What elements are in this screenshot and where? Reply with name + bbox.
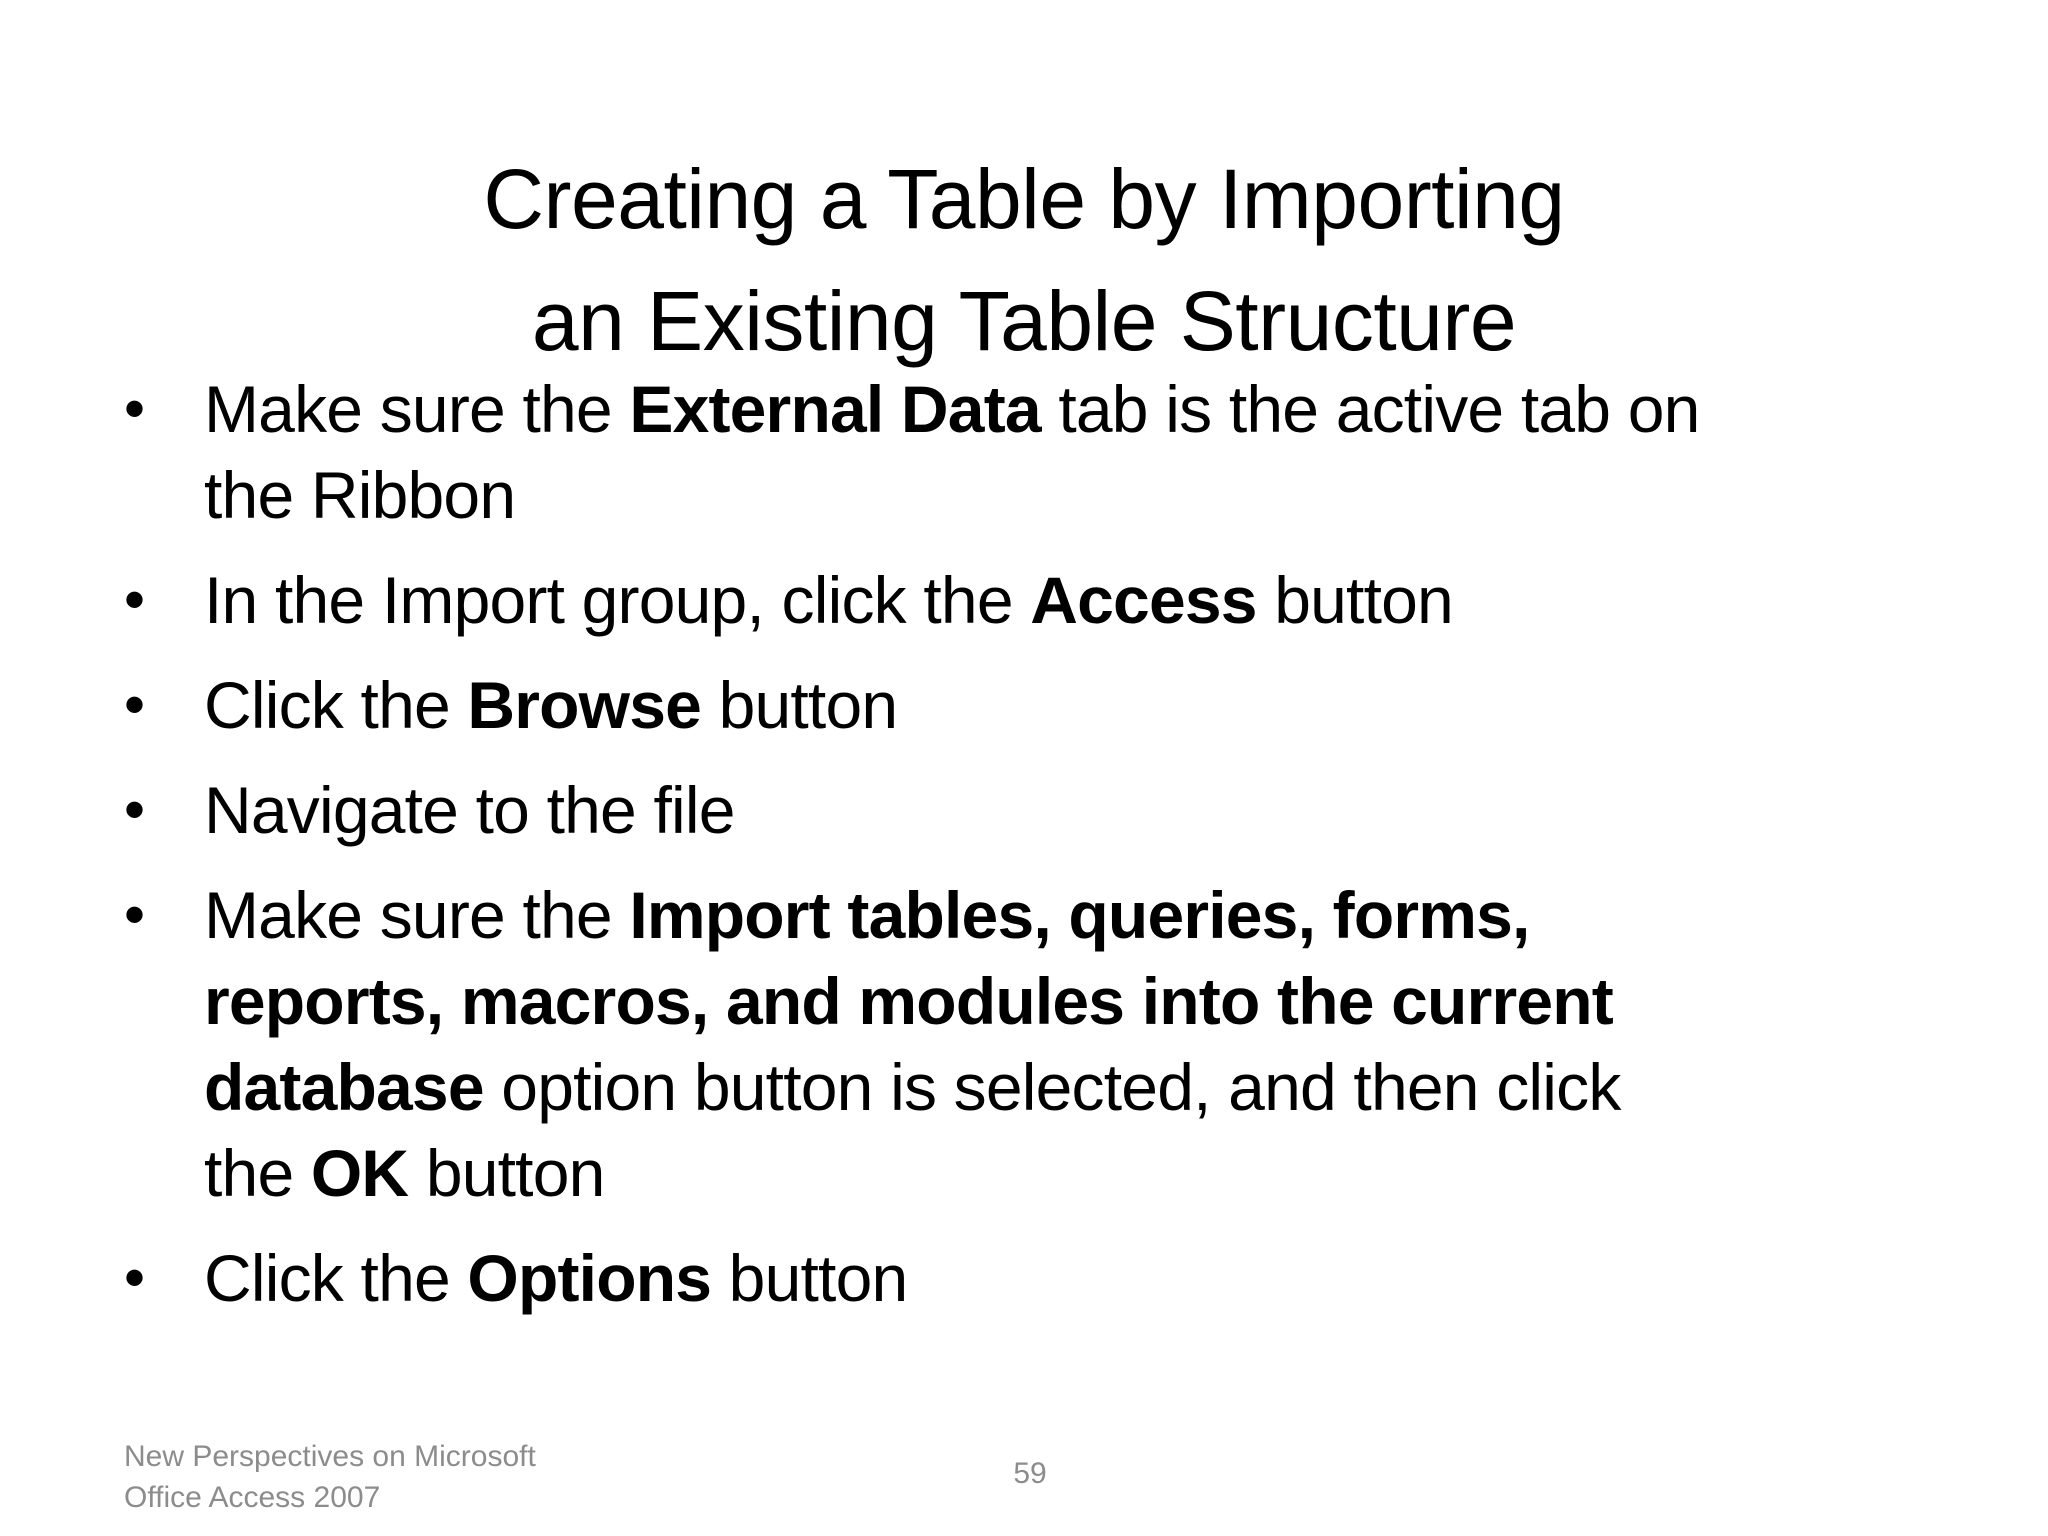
page-number: 59 <box>1013 1457 1047 1490</box>
bullet-text: Make sure the <box>204 372 630 446</box>
bullet-line <box>204 1130 1964 1216</box>
bullet-item <box>124 872 1964 1216</box>
bullet-bold-text: Access <box>1030 563 1257 637</box>
bullet-item <box>124 366 1964 538</box>
footer-line-2: Office Access 2007 <box>124 1481 381 1514</box>
bullet-text: button <box>701 668 898 742</box>
bullet-text: button <box>1256 563 1453 637</box>
bullet-point-icon: • <box>124 776 145 843</box>
bullet-bold-text: Options <box>467 1241 712 1315</box>
bullet-bold-text: database <box>204 1050 484 1124</box>
bullet-line <box>204 662 1964 748</box>
bullet-text: Navigate to the file <box>204 773 735 847</box>
bullet-text: the Ribbon <box>204 458 516 532</box>
bullet-line <box>204 1044 1964 1130</box>
bullet-point-icon: • <box>124 671 145 738</box>
bullet-bold-text: reports, macros, and modules into the current <box>204 964 1613 1038</box>
bullet-bold-text: OK <box>310 1136 409 1210</box>
bullet-item <box>124 767 1964 853</box>
slide-title-line-2: an Existing Table Structure <box>531 274 1517 369</box>
bullet-line <box>204 872 1964 958</box>
bullet-point-icon: • <box>124 566 145 633</box>
bullet-point-icon: • <box>124 375 145 442</box>
bullet-text: Make sure the <box>204 878 630 952</box>
bullet-line <box>204 452 1964 538</box>
bullet-bold-text: Import tables, queries, forms, <box>629 878 1530 952</box>
bullet-bold-text: External Data <box>629 372 1041 446</box>
bullet-line <box>204 958 1964 1044</box>
footer-line-1: New Perspectives on Microsoft <box>124 1440 536 1473</box>
bullet-text: Click the <box>204 1241 468 1315</box>
bullet-line <box>204 767 1964 853</box>
bullet-list <box>124 366 1964 1340</box>
bullet-line <box>204 366 1964 452</box>
bullet-text: Click the <box>204 668 468 742</box>
bullet-text: option button is selected, and then click <box>483 1050 1621 1124</box>
bullet-bold-text: Browse <box>467 668 702 742</box>
bullet-point-icon: • <box>124 1244 145 1311</box>
bullet-text: the <box>204 1136 311 1210</box>
footer-text <box>124 1436 644 1518</box>
bullet-item <box>124 557 1964 643</box>
bullet-text: tab is the active tab on <box>1040 372 1700 446</box>
bullet-text: button <box>711 1241 908 1315</box>
bullet-text: In the Import group, click the <box>204 563 1031 637</box>
bullet-line <box>204 1235 1964 1321</box>
bullet-text: button <box>408 1136 605 1210</box>
slide-title-line-1: Creating a Table by Importing <box>483 152 1565 247</box>
bullet-line <box>204 557 1964 643</box>
bullet-item <box>124 1235 1964 1321</box>
bullet-item <box>124 662 1964 748</box>
bullet-point-icon: • <box>124 881 145 948</box>
slide-title <box>200 138 1848 382</box>
